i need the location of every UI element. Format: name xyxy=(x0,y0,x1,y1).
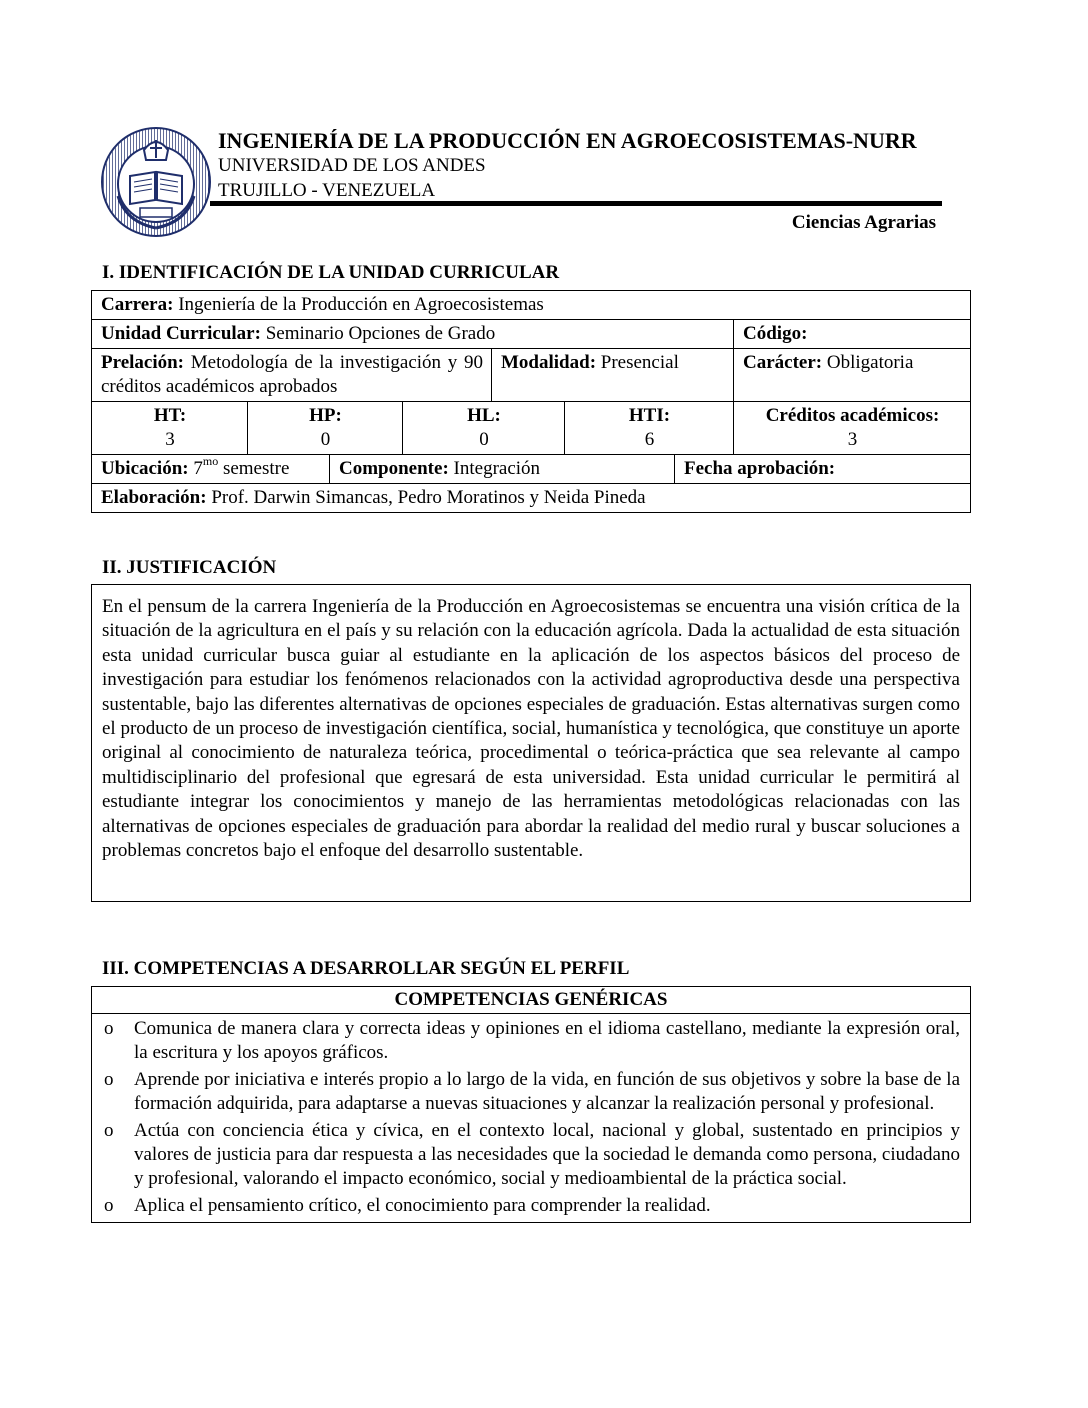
unidad-cell xyxy=(92,320,733,348)
prelacion-value: Metodología de la investigación y 90 créditos académicos aprobados xyxy=(101,352,484,397)
creditos-label: Créditos académicos: xyxy=(765,405,940,426)
competency-text: Actúa con conciencia ética y cívica, en el contexto local, nacional y global, sustentado en principios y valores de justicia para dar respuesta a las necesidades que la sociedad le demanda como persona, ciudadano y profesional, valorando el impacto económico, social y medioambiental de la práctica social. xyxy=(134,1119,960,1190)
ht-cell xyxy=(92,402,247,454)
ubicacion-rest: semestre xyxy=(222,458,290,479)
modalidad-label: Modalidad: xyxy=(501,352,597,373)
codigo-label: Código: xyxy=(733,320,970,348)
program-title: INGENIERÍA DE LA PRODUCCIÓN EN AGROECOSISTEMAS-NURR xyxy=(218,128,917,153)
list-item xyxy=(102,1017,960,1066)
table-row xyxy=(92,483,970,512)
bullet-icon: o xyxy=(104,1018,114,1039)
fecha-aprobacion-label: Fecha aprobación: xyxy=(674,455,970,483)
hl-cell xyxy=(402,402,564,454)
carrera-label: Carrera: xyxy=(101,294,174,315)
city-country: TRUJILLO - VENEZUELA xyxy=(218,180,436,201)
ht-value: 3 xyxy=(165,429,175,450)
list-item xyxy=(102,1194,960,1218)
competency-text: Comunica de manera clara y correcta ideas y opiniones en el idioma castellano, mediante la expresión oral, la escritura y los apoyos gráficos. xyxy=(134,1018,960,1064)
hti-value: 6 xyxy=(644,429,655,450)
hti-label: HTI: xyxy=(628,405,671,426)
unidad-label: Unidad Curricular: xyxy=(101,323,261,344)
creditos-value: 3 xyxy=(847,429,858,450)
carrera-cell xyxy=(92,291,970,319)
componente-label: Componente: xyxy=(339,458,449,479)
competency-text: Aprende por iniciativa e interés propio a lo largo de la vida, en función de sus objetivos y sobre la base de la formación adquirida, para adaptarse a nuevas situaciones y alcanzar la realización personal y profesional. xyxy=(134,1068,960,1115)
hp-cell xyxy=(247,402,402,454)
ht-label: HT: xyxy=(153,405,187,426)
competencies-generic-header: COMPETENCIAS GENÉRICAS xyxy=(92,987,970,1014)
creditos-cell xyxy=(733,402,970,454)
competencies-list xyxy=(92,1014,970,1222)
section-justification-title: II. JUSTIFICACIÓN xyxy=(102,557,277,578)
faculty-name: Ciencias Agrarias xyxy=(791,212,936,233)
ubicacion-num: 7 xyxy=(193,458,203,479)
modalidad-cell xyxy=(491,349,733,401)
list-item xyxy=(102,1068,960,1117)
ubicacion-sup: mo xyxy=(202,453,219,468)
identification-table xyxy=(91,290,971,513)
componente-cell xyxy=(329,455,674,483)
modalidad-value: Presencial xyxy=(600,352,679,373)
bullet-icon: o xyxy=(104,1068,114,1090)
prelacion-cell xyxy=(92,349,491,401)
section-competencies-title: III. COMPETENCIAS A DESARROLLAR SEGÚN EL PERFIL xyxy=(102,958,630,979)
caracter-cell xyxy=(733,349,970,401)
competencies-table xyxy=(91,986,971,1223)
hl-value: 0 xyxy=(479,429,489,450)
elaboracion-value: Prof. Darwin Simancas, Pedro Moratinos y Neida Pineda xyxy=(211,487,646,508)
caracter-value: Obligatoria xyxy=(826,352,914,373)
elaboracion-cell xyxy=(92,484,970,512)
elaboracion-label: Elaboración: xyxy=(101,487,207,508)
bullet-icon: o xyxy=(104,1119,114,1141)
hl-label: HL: xyxy=(467,405,501,426)
componente-value: Integración xyxy=(453,458,541,479)
table-row xyxy=(92,348,970,401)
competency-text: Aplica el pensamiento crítico, el conocimiento para comprender la realidad. xyxy=(134,1194,711,1216)
prelacion-label: Prelación: xyxy=(101,352,185,373)
section-identification-title: I. IDENTIFICACIÓN DE LA UNIDAD CURRICULAR xyxy=(102,262,560,283)
list-item xyxy=(102,1119,960,1192)
university-seal-icon xyxy=(100,126,212,238)
header-divider xyxy=(210,201,942,206)
table-row xyxy=(92,319,970,348)
justification-text: En el pensum de la carrera Ingeniería de la Producción en Agroecosistemas se encuentra una visión crítica de la situación de la agricultura en el país y su relación con la educación agrícola. Dada la actualidad de esta situación esta unidad curricular busca guiar al estudiante en la aplicación de los aspectos básicos del proceso de investigación para estudiar los fenómenos relacionados con la actividad agroproductiva desde una perspectiva sustentable, bajo las diferentes alternativas de opciones especiales de graduación. Estas alternativas surgen como el producto de un proceso de investigación científica, social, humanística y tecnológica, que constituye un aporte original al conocimiento de naturaleza teórica, procedimental o teórica-práctica que sea relevante al campo multidisciplinario del profesional que egresará de esta universidad. Esta unidad curricular le permitirá al estudiante integrar los conocimientos y manejo de las herramientas metodológicas relacionadas con las alternativas de opciones especiales de graduación para abordar la realidad del medio rural y buscar soluciones a problemas concretos bajo el enfoque del desarrollo sustentable. xyxy=(91,584,971,902)
ubicacion-cell xyxy=(92,455,329,483)
table-row xyxy=(92,401,970,454)
hti-cell xyxy=(564,402,733,454)
unidad-value: Seminario Opciones de Grado xyxy=(265,323,496,344)
hp-label: HP: xyxy=(309,405,342,426)
table-row xyxy=(92,454,970,483)
bullet-icon: o xyxy=(104,1194,114,1216)
carrera-value: Ingeniería de la Producción en Agroecosistemas xyxy=(178,294,544,315)
table-row xyxy=(92,291,970,319)
ubicacion-label: Ubicación: xyxy=(101,458,189,479)
hp-value: 0 xyxy=(320,429,331,450)
university-name: UNIVERSIDAD DE LOS ANDES xyxy=(218,155,486,176)
caracter-label: Carácter: xyxy=(743,352,823,373)
